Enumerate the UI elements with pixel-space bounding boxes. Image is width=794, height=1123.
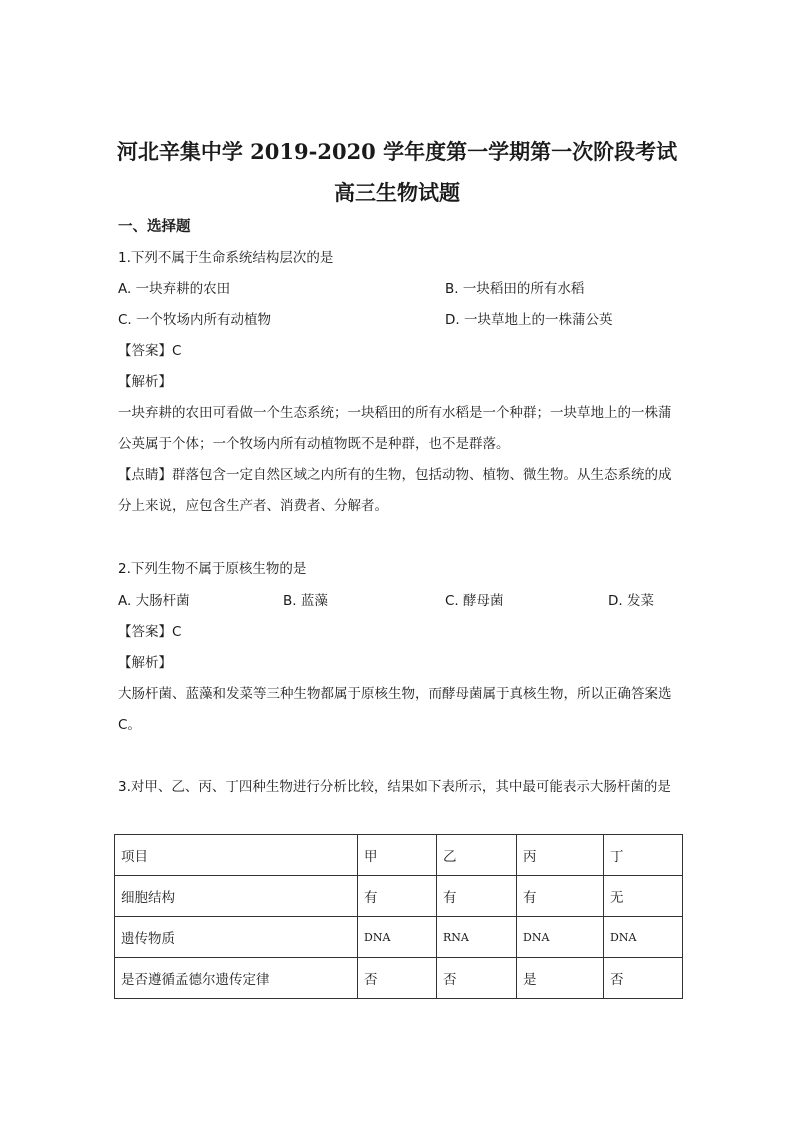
table-header-cell: 丙: [517, 835, 604, 876]
table-header-cell: 丁: [604, 835, 683, 876]
q2-option-a: A. 大肠杆菌: [118, 593, 190, 609]
table-header-cell: 项目: [115, 835, 358, 876]
exam-subtitle: 高三生物试题: [334, 180, 460, 205]
table-cell: 是否遵循孟德尔遗传定律: [115, 958, 358, 999]
q3-table: [114, 834, 683, 999]
q2-answer: 【答案】C: [118, 624, 182, 640]
q2-option-d: D. 发菜: [608, 593, 654, 609]
q1-answer: 【答案】C: [118, 343, 182, 359]
table-cell: 有: [437, 876, 517, 917]
table-cell: 细胞结构: [115, 876, 358, 917]
table-header-row: [115, 835, 683, 876]
section-heading: 一、选择题: [118, 219, 191, 235]
q3-stem: 3.对甲、乙、丙、丁四种生物进行分析比较，结果如下表所示，其中最可能表示大肠杆菌的是: [118, 779, 671, 795]
q1-option-d: D. 一块草地上的一株蒲公英: [445, 312, 613, 328]
table-cell: DNA: [517, 917, 604, 958]
q2-stem: 2.下列生物不属于原核生物的是: [118, 561, 307, 577]
q1-stem: 1.下列不属于生命系统结构层次的是: [118, 250, 334, 266]
q2-analysis-label: 【解析】: [118, 655, 172, 671]
q1-tip: 【点睛】群落包含一定自然区域之内所有的生物，包括动物、植物、微生物。从生态系统的成分上来说，应包含生产者、消费者、分解者。: [118, 467, 672, 514]
table-cell: 是: [517, 958, 604, 999]
q2-option-c: C. 酵母菌: [445, 593, 504, 609]
table-cell: RNA: [437, 917, 517, 958]
q1-analysis-label: 【解析】: [118, 374, 172, 390]
q1-option-b: B. 一块稻田的所有水稻: [445, 281, 585, 297]
table-cell: 否: [604, 958, 683, 999]
table-cell: DNA: [358, 917, 437, 958]
q1-option-a: A. 一块弃耕的农田: [118, 281, 231, 297]
q1-option-c: C. 一个牧场内所有动植物: [118, 312, 272, 328]
table-cell: 有: [517, 876, 604, 917]
table-cell: DNA: [604, 917, 683, 958]
exam-title: 河北辛集中学 2019-2020 学年度第一学期第一次阶段考试: [116, 139, 678, 164]
table-header-cell: 乙: [437, 835, 517, 876]
table-row: [115, 876, 683, 917]
q2-option-b: B. 蓝藻: [283, 593, 328, 609]
table-header-cell: 甲: [358, 835, 437, 876]
table-row: [115, 958, 683, 999]
table-cell: 否: [358, 958, 437, 999]
q2-analysis: 大肠杆菌、蓝藻和发菜等三种生物都属于原核生物，而酵母菌属于真核生物，所以正确答案选 C。: [118, 686, 672, 733]
table-cell: 无: [604, 876, 683, 917]
table-cell: 否: [437, 958, 517, 999]
table-row: [115, 917, 683, 958]
table-cell: 遗传物质: [115, 917, 358, 958]
table-cell: 有: [358, 876, 437, 917]
q1-analysis: 一块弃耕的农田可看做一个生态系统；一块稻田的所有水稻是一个种群；一块草地上的一株蒲公英属于个体；一个牧场内所有动植物既不是种群，也不是群落。: [118, 405, 672, 452]
